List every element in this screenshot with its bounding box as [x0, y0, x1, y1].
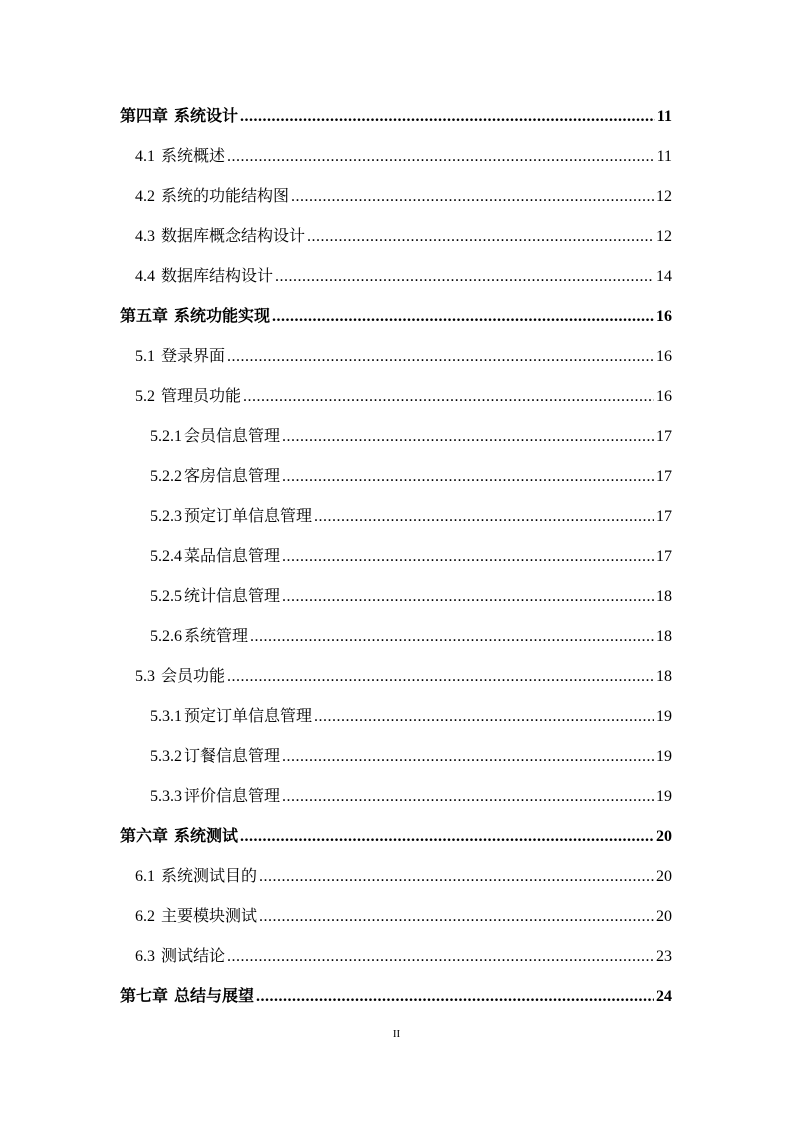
toc-entry-page: 18: [656, 588, 672, 605]
toc-entry[interactable]: [120, 777, 672, 817]
toc-entry-title: 统计信息管理: [184, 588, 281, 605]
toc-leader-dots: [282, 737, 654, 777]
toc-entry-page: 17: [656, 428, 672, 445]
toc-entry-title: 系统的功能结构图: [161, 188, 290, 205]
toc-leader-dots: [282, 577, 654, 617]
toc-entry-number: 5.2.2: [150, 468, 182, 485]
table-of-contents: [120, 97, 672, 1017]
toc-entry-number: 5.2.5: [150, 588, 182, 605]
toc-leader-dots: [243, 377, 654, 417]
toc-entry-title: 系统管理: [184, 628, 249, 645]
toc-leader-dots: [250, 617, 654, 657]
toc-entry-title: 登录界面: [161, 348, 226, 365]
toc-entry-title: 菜品信息管理: [184, 548, 281, 565]
toc-entry[interactable]: [120, 617, 672, 657]
toc-entry-number: 5.2.4: [150, 548, 182, 565]
toc-leader-dots: [314, 697, 654, 737]
toc-entry-number: 4.2: [135, 188, 155, 205]
toc-entry[interactable]: [120, 737, 672, 777]
toc-entry-number: 5.2.6: [150, 628, 182, 645]
toc-leader-dots: [240, 97, 655, 137]
toc-entry-page: 18: [656, 628, 672, 645]
toc-entry-number: 5.3.2: [150, 748, 182, 765]
toc-entry-page: 16: [656, 348, 672, 365]
toc-entry-title: 评价信息管理: [184, 788, 281, 805]
toc-leader-dots: [275, 257, 654, 297]
toc-leader-dots: [259, 897, 654, 937]
toc-leader-dots: [227, 937, 654, 977]
toc-entry[interactable]: [120, 457, 672, 497]
toc-leader-dots: [282, 457, 654, 497]
toc-entry-title: 会员功能: [161, 668, 226, 685]
toc-entry-number: 5.1: [135, 348, 155, 365]
toc-leader-dots: [282, 417, 654, 457]
toc-entry[interactable]: [120, 217, 672, 257]
toc-entry[interactable]: [120, 417, 672, 457]
toc-entry-number: 5.3: [135, 668, 155, 685]
toc-entry-number: 4.4: [135, 268, 155, 285]
toc-entry[interactable]: [120, 177, 672, 217]
toc-entry-title: 预定订单信息管理: [184, 708, 313, 725]
toc-entry-page: 23: [656, 948, 672, 965]
toc-entry-title: 管理员功能: [161, 388, 242, 405]
toc-entry-number: 第七章: [120, 988, 169, 1005]
toc-entry-title: 主要模块测试: [161, 908, 258, 925]
footer-page-number: II: [392, 1028, 401, 1040]
toc-entry-page: 19: [656, 788, 672, 805]
toc-entry-title: 测试结论: [161, 948, 226, 965]
toc-entry[interactable]: [120, 937, 672, 977]
toc-entry-number: 5.2.1: [150, 428, 182, 445]
toc-entry-page: 16: [656, 308, 672, 325]
toc-leader-dots: [272, 297, 654, 337]
toc-entry-page: 17: [656, 508, 672, 525]
toc-entry-number: 5.2.3: [150, 508, 182, 525]
toc-entry-page: 17: [656, 468, 672, 485]
toc-entry-title: 系统设计: [174, 108, 239, 125]
toc-entry[interactable]: [120, 97, 672, 137]
toc-entry-page: 20: [656, 868, 672, 885]
toc-entry-page: 12: [656, 188, 672, 205]
toc-entry-page: 16: [656, 388, 672, 405]
toc-entry-title: 数据库概念结构设计: [161, 228, 306, 245]
toc-entry-page: 11: [656, 148, 672, 165]
toc-entry-number: 第六章: [120, 828, 169, 845]
toc-leader-dots: [259, 857, 654, 897]
toc-entry-page: 19: [656, 748, 672, 765]
toc-entry-title: 系统测试目的: [161, 868, 258, 885]
toc-entry-page: 18: [656, 668, 672, 685]
toc-entry[interactable]: [120, 497, 672, 537]
toc-entry[interactable]: [120, 977, 672, 1017]
toc-leader-dots: [282, 537, 654, 577]
toc-entry[interactable]: [120, 817, 672, 857]
toc-entry-number: 6.2: [135, 908, 155, 925]
toc-entry[interactable]: [120, 337, 672, 377]
toc-entry-title: 数据库结构设计: [161, 268, 274, 285]
toc-entry[interactable]: [120, 137, 672, 177]
toc-entry-number: 5.2: [135, 388, 155, 405]
toc-entry-page: 24: [656, 988, 672, 1005]
toc-entry-number: 6.3: [135, 948, 155, 965]
toc-leader-dots: [282, 777, 654, 817]
toc-entry-number: 4.1: [135, 148, 155, 165]
toc-entry-title: 会员信息管理: [184, 428, 281, 445]
toc-entry-page: 20: [656, 908, 672, 925]
toc-entry-number: 第四章: [120, 108, 169, 125]
toc-entry-title: 预定订单信息管理: [184, 508, 313, 525]
toc-entry[interactable]: [120, 377, 672, 417]
toc-entry-title: 客房信息管理: [184, 468, 281, 485]
toc-entry-page: 17: [656, 548, 672, 565]
toc-entry-page: 12: [656, 228, 672, 245]
toc-entry[interactable]: [120, 857, 672, 897]
toc-leader-dots: [314, 497, 654, 537]
toc-entry[interactable]: [120, 897, 672, 937]
toc-entry-title: 系统测试: [174, 828, 239, 845]
toc-entry-number: 5.3.3: [150, 788, 182, 805]
toc-entry-page: 14: [656, 268, 672, 285]
toc-entry[interactable]: [120, 657, 672, 697]
toc-leader-dots: [256, 977, 654, 1017]
toc-leader-dots: [227, 657, 654, 697]
toc-entry-number: 第五章: [120, 308, 169, 325]
toc-entry-title: 总结与展望: [174, 988, 255, 1005]
toc-leader-dots: [227, 337, 654, 377]
toc-entry[interactable]: [120, 577, 672, 617]
toc-entry-page: 11: [656, 108, 672, 125]
toc-entry[interactable]: [120, 257, 672, 297]
toc-entry-page: 19: [656, 708, 672, 725]
toc-entry-title: 订餐信息管理: [184, 748, 281, 765]
toc-leader-dots: [240, 817, 654, 857]
toc-entry-number: 4.3: [135, 228, 155, 245]
toc-entry-number: 5.3.1: [150, 708, 182, 725]
toc-leader-dots: [307, 217, 654, 257]
toc-entry[interactable]: [120, 697, 672, 737]
toc-entry[interactable]: [120, 297, 672, 337]
toc-leader-dots: [227, 137, 655, 177]
toc-entry-number: 6.1: [135, 868, 155, 885]
toc-entry-page: 20: [656, 828, 672, 845]
toc-entry-title: 系统功能实现: [174, 308, 271, 325]
toc-entry-title: 系统概述: [161, 148, 226, 165]
toc-entry[interactable]: [120, 537, 672, 577]
toc-leader-dots: [291, 177, 654, 217]
